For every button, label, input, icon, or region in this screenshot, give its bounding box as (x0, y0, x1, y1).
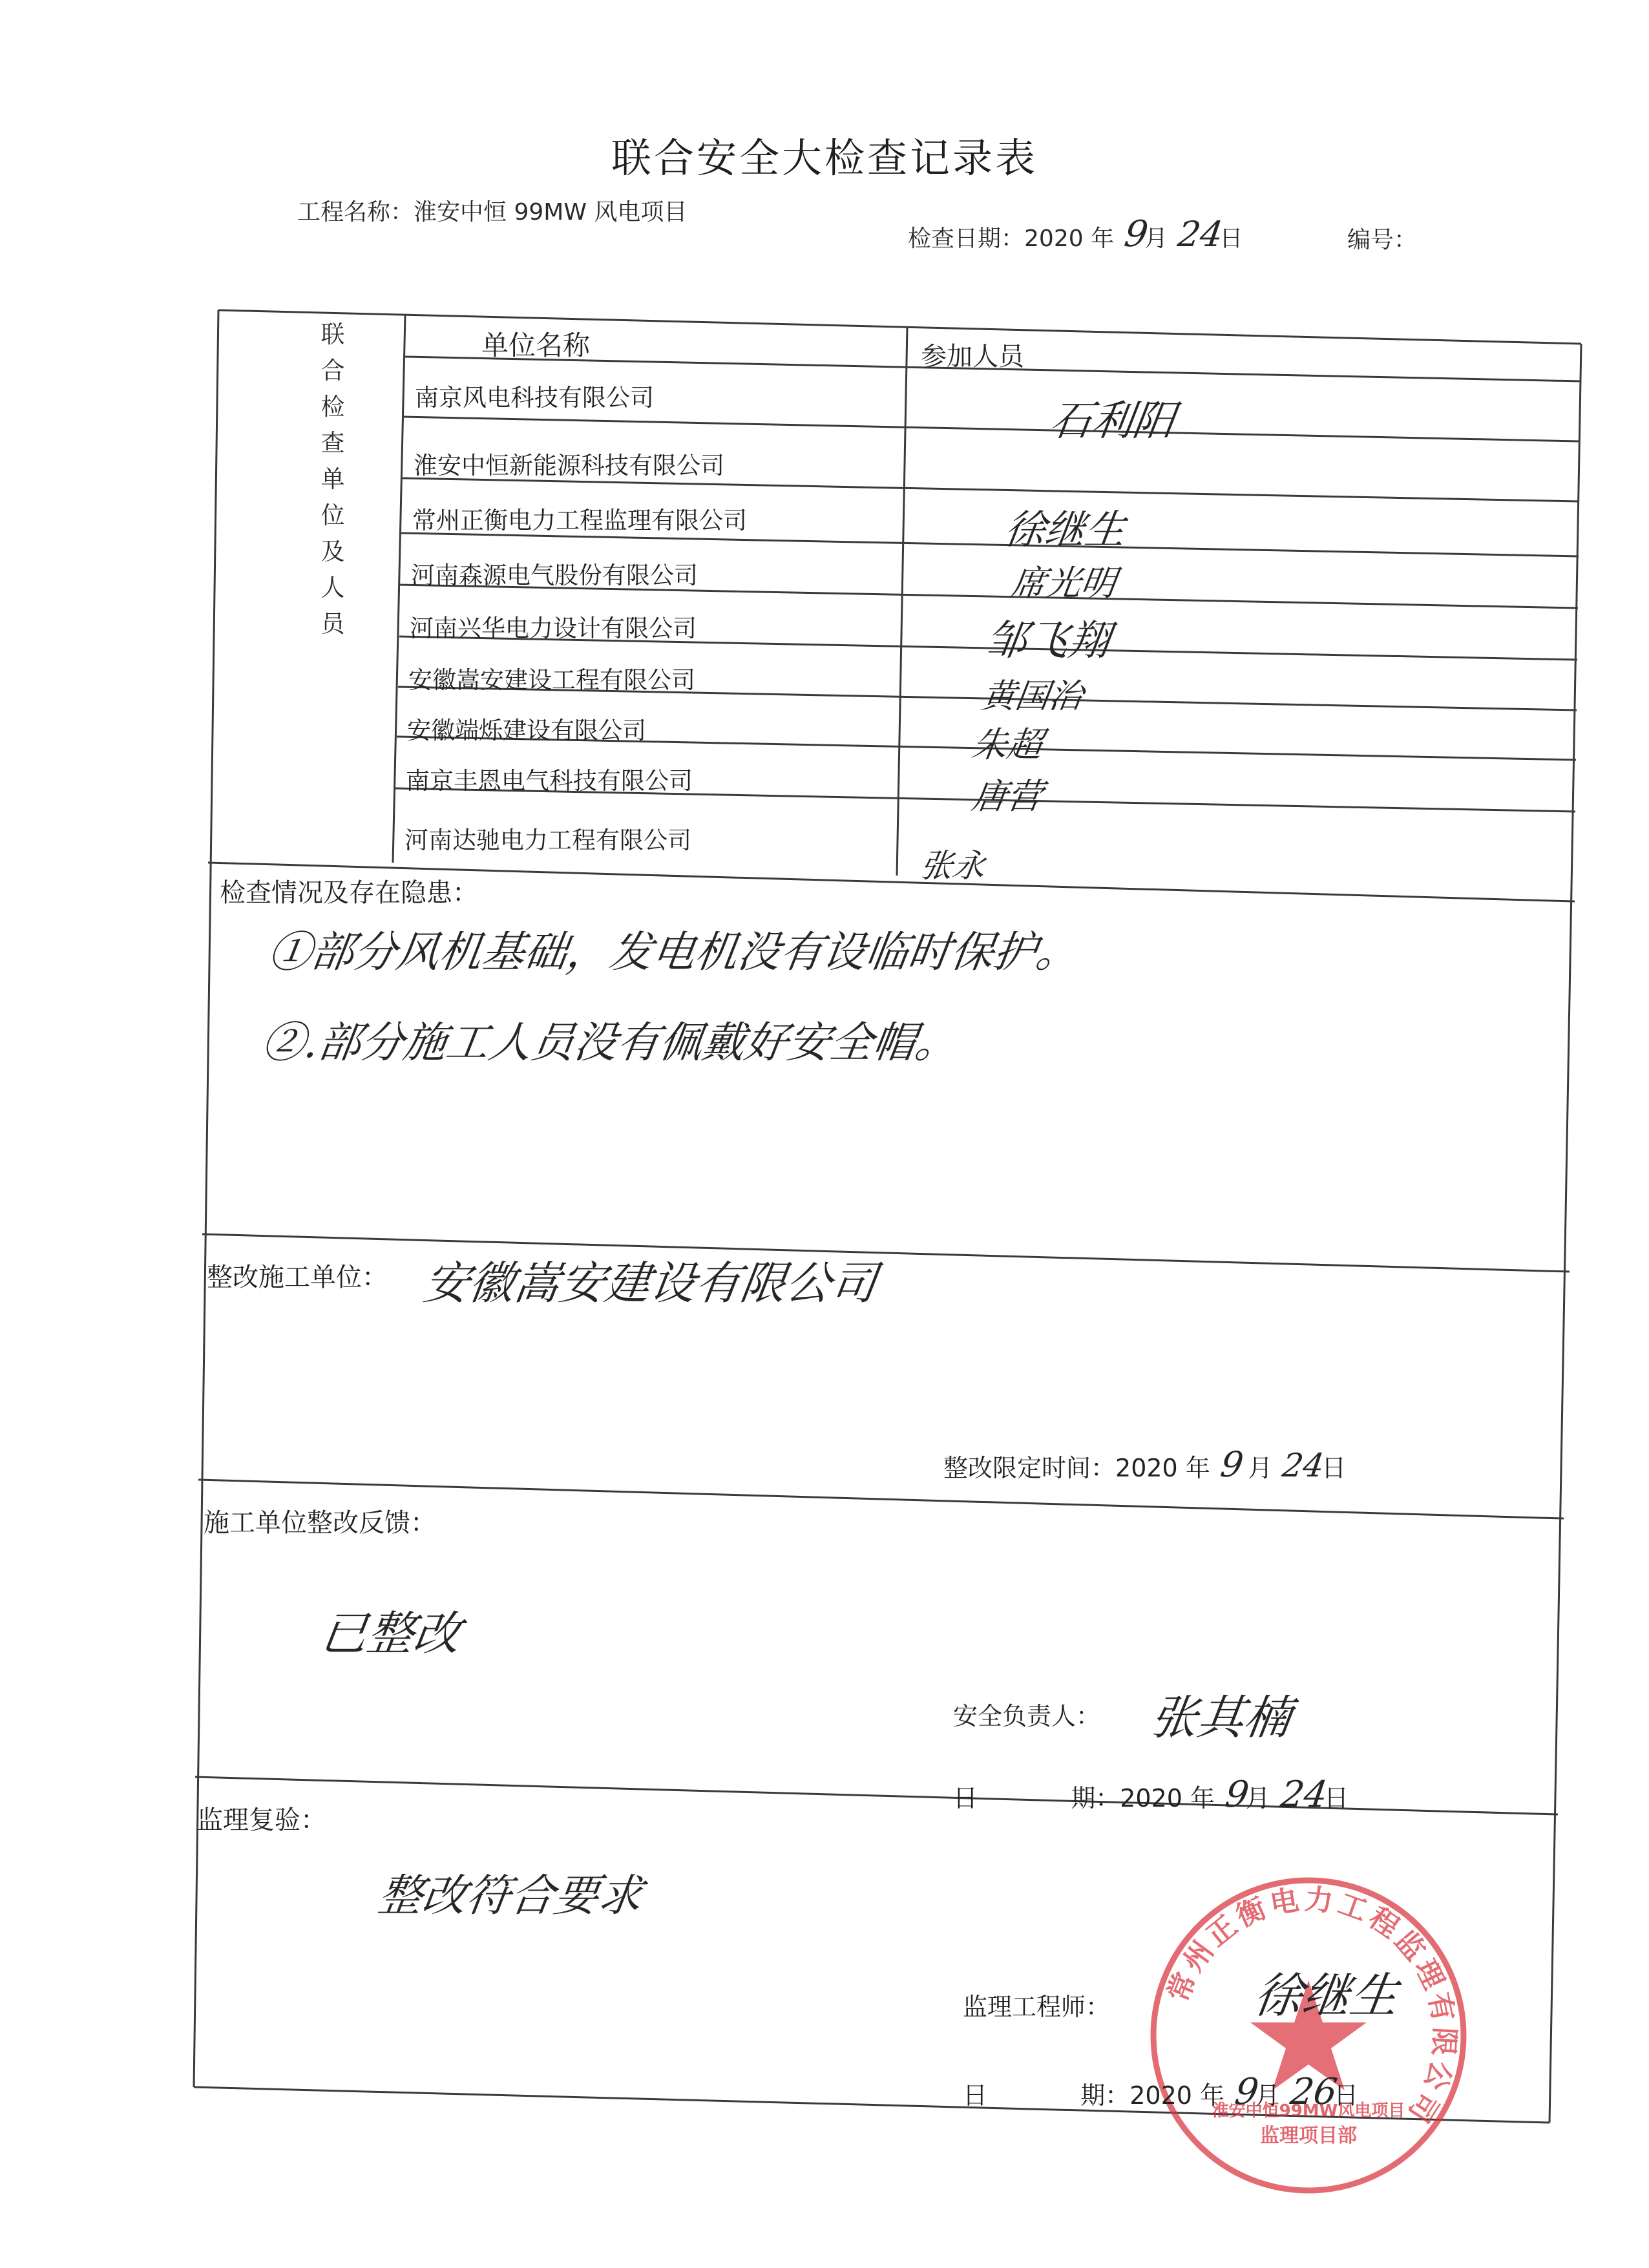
signature-row-4: 席光明 (1008, 563, 1119, 604)
engineer-signature: 徐继生 (1250, 1968, 1402, 2024)
supervision-section-top (195, 1777, 1558, 1814)
inspection-item-1: ①部分风机基础，发电机没有设临时保护。 (265, 927, 1083, 977)
supervision-date-label-1: 日 (963, 2081, 988, 2110)
supervision-date-day-unit: 日 (1334, 2081, 1359, 2110)
project-label: 工程名称： (297, 199, 414, 226)
feedback-label: 施工单位整改反馈： (204, 1508, 436, 1538)
feedback-date-day-unit: 日 (1324, 1784, 1349, 1812)
supervision-date-year: 2020 年 (1129, 2081, 1225, 2110)
safety-officer-signature: 张其楠 (1147, 1690, 1295, 1745)
signature-row-1: 石利阳 (1047, 397, 1178, 445)
date-label: 检查日期： (908, 226, 1025, 252)
company-row-9: 河南达驰电力工程有限公司 (404, 826, 691, 854)
deadline-day-unit: 日 (1321, 1454, 1347, 1482)
rectify-deadline (943, 1444, 1346, 1485)
signature-row-6: 黄国治 (979, 677, 1086, 716)
date-month: 9 (1121, 213, 1151, 255)
supervision-content: 整改符合要求 (375, 1871, 646, 1922)
rectify-unit: 安徽嵩安建设有限公司 (420, 1257, 881, 1310)
supervision-label: 监理复验： (197, 1805, 326, 1835)
feedback-date (953, 1774, 1349, 1816)
rectify-section-top (202, 1234, 1570, 1272)
signature-row-7: 朱超 (969, 724, 1045, 765)
company-row-3: 常州正衡电力工程监理有限公司 (412, 507, 747, 534)
deadline-month-unit: 月 (1248, 1454, 1273, 1482)
signature-row-9: 张永 (918, 847, 988, 885)
company-row-4: 河南森源电气股份有限公司 (411, 562, 698, 589)
signature-row-3: 徐继生 (1002, 506, 1129, 553)
document-title: 联合安全大检查记录表 (611, 134, 1038, 182)
date-year: 2020 年 (1024, 226, 1115, 252)
deadline-year: 2020 年 (1115, 1454, 1210, 1482)
company-row-1: 南京风电科技有限公司 (415, 384, 654, 412)
deadline-day: 24 (1280, 1447, 1327, 1484)
company-row-6: 安徽嵩安建设工程有限公司 (408, 666, 695, 694)
date-month-unit: 月 (1144, 226, 1168, 252)
deadline-label: 整改限定时间： (943, 1454, 1116, 1482)
units-divider-right (897, 327, 907, 876)
supervision-date-label-2: 期： (1080, 2081, 1130, 2110)
company-row-8: 南京丰恩电气科技有限公司 (406, 767, 693, 795)
seal-line-1: 淮安中恒99MW风电项目 (1212, 2101, 1405, 2121)
company-row-7: 安徽端烁建设有限公司 (407, 717, 646, 744)
rectify-unit-label: 整改施工单位： (207, 1263, 388, 1292)
feedback-date-year: 2020 年 (1120, 1784, 1215, 1812)
company-row-5: 河南兴华电力设计有限公司 (410, 614, 697, 642)
supervision-date-day: 26 (1287, 2071, 1340, 2113)
number-label: 编号： (1347, 227, 1418, 253)
supervision-date-month-unit: 月 (1255, 2081, 1280, 2110)
feedback-date-month-unit: 月 (1245, 1784, 1270, 1812)
deadline-month: 9 (1217, 1444, 1246, 1485)
col-header-company: 单位名称 (481, 330, 591, 361)
units-vertical-label: 联 合 检 查 单 位 及 人 员 (320, 320, 345, 638)
table-top-border (218, 310, 1581, 344)
supervision-date-month: 9 (1232, 2071, 1261, 2113)
date-day: 24 (1175, 214, 1226, 255)
signature-row-8: 唐营 (969, 776, 1045, 817)
col-header-people: 参加人员 (921, 342, 1024, 372)
feedback-content: 已整改 (317, 1606, 465, 1661)
feedback-date-month: 9 (1223, 1774, 1252, 1816)
engineer-label: 监理工程师： (963, 1993, 1111, 2021)
company-seal (1140, 1867, 1476, 2203)
feedback-date-label-2: 期： (1071, 1784, 1120, 1812)
units-divider-left (393, 315, 405, 863)
feedback-date-day: 24 (1277, 1774, 1330, 1816)
seal-ring-text: 常州正衡电力工程监理有限公司 (1161, 1882, 1462, 2132)
date-day-unit: 日 (1219, 226, 1243, 252)
seal-line-2: 监理项目部 (1260, 2125, 1357, 2147)
project-name: 淮安中恒 99MW 风电项目 (414, 199, 688, 226)
inspection-item-2: ②.部分施工人员没有佩戴好安全帽。 (258, 1018, 962, 1067)
feedback-date-label-1: 日 (953, 1784, 978, 1812)
inspection-label: 检查情况及存在隐患： (220, 878, 478, 908)
signature-row-5: 邹飞翔 (982, 617, 1113, 665)
company-row-2: 淮安中恒新能源科技有限公司 (414, 452, 724, 479)
safety-officer-label: 安全负责人： (953, 1702, 1101, 1730)
supervision-date (963, 2071, 1358, 2113)
table-right-border (1549, 344, 1581, 2123)
